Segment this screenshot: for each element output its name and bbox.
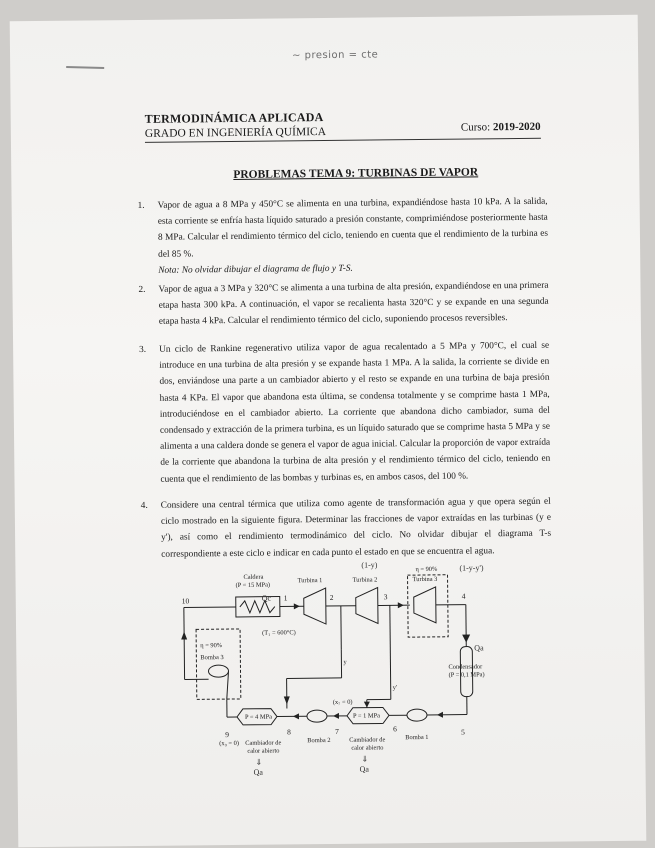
hand-qc-boiler: Qc	[261, 593, 272, 603]
course-value: 2019-2020	[492, 120, 541, 134]
point-1: 1	[283, 593, 288, 603]
label-turbina-3: Turbina 3	[412, 575, 438, 584]
label-bomba-2: Bomba 2	[307, 736, 331, 745]
label-bomba-1: Bomba 1	[405, 733, 429, 742]
problem-text: Considere una central térmica que utiliza como agente de transformación agua y que opera según el ciclo mostrado en la siguiente figura. Determinar las fracciones de vapor extraídas en las turbinas (y e y'), así como el rendimiento termodinámico del ciclo. No olvidar dibujar el diagrama T-s correspondiente a este ciclo e indicar en cada punto el estado en que se encuentra el agua.	[160, 496, 552, 560]
pump-3-shape	[208, 665, 228, 677]
problem-1	[138, 194, 549, 279]
hand-arrow-1: ⇓	[255, 757, 263, 767]
course-year	[461, 121, 541, 134]
hand-arrow-2: ⇓	[361, 754, 369, 764]
label-p1: P = 1 MPa	[352, 712, 381, 720]
label-cambiador-1: Cambiador de	[245, 739, 282, 747]
turbine-2-shape	[356, 587, 378, 623]
handwritten-top-note: ~ presion = cte	[292, 49, 379, 62]
problem-number: 4.	[140, 500, 148, 511]
problem-2	[138, 278, 548, 331]
label-y-prime: y'	[392, 684, 398, 692]
problem-3	[139, 338, 551, 488]
pen-mark	[66, 66, 104, 69]
label-caldera: Caldera	[243, 573, 264, 581]
point-4: 4	[461, 591, 466, 601]
problem-note: Nota: No olvidar dibujar el diagrama de flujo y T-S.	[158, 263, 353, 276]
label-p4: P = 4 MPa	[244, 713, 273, 721]
page-title: PROBLEMAS TEMA 9: TURBINAS DE VAPOR	[233, 166, 479, 181]
hand-frac-2: (1-y-y')	[459, 563, 484, 573]
turbine-1-shape	[304, 588, 326, 624]
label-bomba-3: Bomba 3	[200, 654, 224, 662]
label-eta-t3: η = 90%	[415, 565, 438, 574]
point-9: 9	[225, 730, 229, 740]
course-label: Curso:	[460, 121, 491, 134]
hand-qa-1: Qa	[253, 767, 263, 777]
label-x7: (x₇ = 0)	[332, 698, 353, 706]
label-turbina-2: Turbina 2	[352, 576, 378, 584]
label-x9: (x₉ = 0)	[219, 739, 239, 748]
point-10: 10	[181, 596, 190, 606]
label-y: y	[343, 658, 347, 666]
label-condensador: Condensador	[448, 663, 483, 671]
hand-qa-condenser: Qa	[474, 643, 484, 653]
problem-text: Vapor de agua a 8 MPa y 450°C se alimenta en una turbina, expandiéndose hasta 10 kPa. A la salida, esta corriente se enfría hasta líquido saturado a presión constante, comprimiéndose posteriormente hasta 8 MPa. Calcular el rendimiento térmico del ciclo, teniendo en cuenta que el rendimiento de la turbina es del 85 %.	[157, 196, 549, 260]
point-3: 3	[383, 592, 388, 602]
problem-number: 2.	[138, 284, 146, 295]
point-8: 8	[287, 727, 291, 737]
problem-text: Vapor de agua a 3 MPa y 320°C se alimenta a una turbina de alta presión, expandiéndose en una primera etapa hasta 300 kPa. A continuación, el vapor se recalienta hasta 320°C y se expande en una segunda etapa hasta 4 kPa. Calcular el rendimiento térmico del ciclo, suponiendo procesos reversibles.	[158, 280, 549, 328]
point-6: 6	[393, 724, 397, 734]
subject-title: TERMODINÁMICA APLICADA	[144, 110, 324, 126]
pump-3-box	[196, 629, 241, 699]
problem-number: 3.	[139, 344, 147, 355]
point-7: 7	[335, 726, 339, 736]
problem-number: 1.	[137, 200, 145, 211]
pump-2-shape	[307, 710, 327, 722]
label-eta-b3: η = 90%	[200, 642, 223, 650]
hand-qa-2: Qa	[359, 764, 369, 774]
point-2: 2	[329, 592, 334, 602]
label-turbina-1: Turbina 1	[297, 577, 323, 585]
power-plant-diagram	[165, 556, 497, 799]
turbine-3-shape	[414, 587, 436, 623]
label-cambiador-2b: calor abierto	[351, 744, 384, 752]
pump-1-shape	[407, 709, 427, 721]
problem-4	[141, 494, 552, 563]
point-5: 5	[461, 727, 465, 737]
hand-frac-1: (1-y)	[361, 560, 378, 570]
degree-title: GRADO EN INGENIERÍA QUÍMICA	[144, 126, 327, 140]
paper-sheet	[10, 15, 647, 848]
label-cambiador-2: Cambiador de	[349, 736, 386, 744]
label-t1: (T₁ = 600°C)	[262, 629, 296, 637]
label-cambiador-1b: calor abierto	[247, 747, 280, 755]
problem-text: Un ciclo de Rankine regenerativo utiliza vapor de agua recalentado a 5 MPa y 700°C, el cual se introduce en una turbina de alta presión y se expande hasta 1 MPa. A la salida, la corriente se divide en dos, enviándose una parte a un cambiador abierto y el resto se expande en una turbina de baja presión hasta 4 KPa. El vapor que abandona esta última, se condensa totalmente y se comprime hasta 1 MPa, introduciéndose en el cambiador abierto. La corriente que abandona dicho cambiador, suma del condensado y extracción de la primera turbina, es un líquido saturado que se comprime hasta 5 MPa y se alimenta a una caldera donde se genera el vapor de agua inicial. Calcular la proporción de vapor extraída de la corriente que abandona la turbina de alta presión y el rendimiento térmico del ciclo, teniendo en cuenta que el rendimiento de las bombas y turbinas es, en ambos casos, del 100 %.	[159, 340, 551, 485]
label-condensador-p: (P = 0,1 MPa)	[448, 671, 485, 679]
label-caldera-p: (P = 15 MPa)	[235, 581, 271, 589]
